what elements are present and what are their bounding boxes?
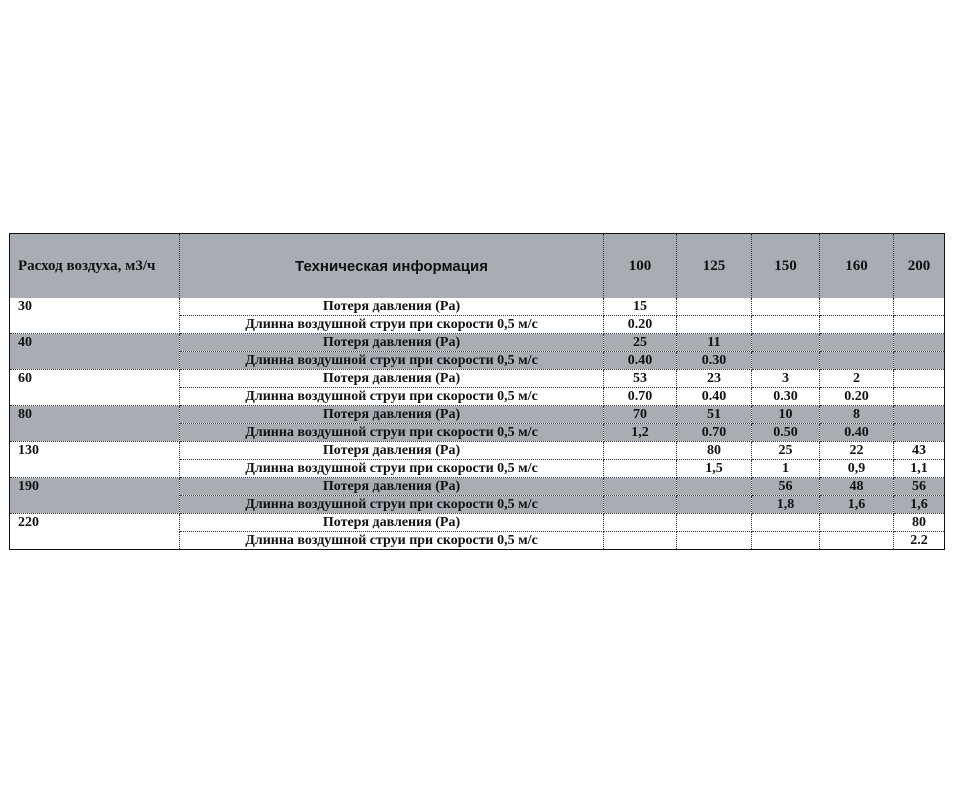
- header-flow: Расход воздуха, м3/ч: [10, 234, 180, 299]
- flow-value: 30: [10, 298, 180, 334]
- pressure-value: [820, 334, 894, 352]
- jet-value: [604, 532, 677, 550]
- jet-value: 0.20: [604, 316, 677, 334]
- pressure-value: 10: [752, 406, 820, 424]
- jet-value: 1: [752, 460, 820, 478]
- pressure-value: [604, 514, 677, 532]
- pressure-value: [894, 370, 945, 388]
- jet-value: 0.20: [820, 388, 894, 406]
- param-pressure: Потеря давления (Pa): [180, 514, 604, 532]
- jet-value: 1,5: [677, 460, 752, 478]
- param-jet: Длинна воздушной струи при скорости 0,5 м/с: [180, 316, 604, 334]
- pressure-value: 56: [894, 478, 945, 496]
- header-size: 125: [677, 234, 752, 299]
- jet-value: [752, 316, 820, 334]
- pressure-value: 15: [604, 298, 677, 316]
- param-jet: Длинна воздушной струи при скорости 0,5 м/с: [180, 532, 604, 550]
- pressure-value: 53: [604, 370, 677, 388]
- pressure-value: 22: [820, 442, 894, 460]
- pressure-value: 80: [677, 442, 752, 460]
- table-row: [10, 298, 945, 316]
- jet-value: 0.40: [820, 424, 894, 442]
- header-size: 200: [894, 234, 945, 299]
- jet-value: [820, 532, 894, 550]
- jet-value: 0.40: [677, 388, 752, 406]
- airflow-spec-table: [9, 233, 945, 550]
- table-row: [10, 514, 945, 532]
- jet-value: 2.2: [894, 532, 945, 550]
- jet-value: [604, 496, 677, 514]
- jet-value: [677, 532, 752, 550]
- jet-value: [604, 460, 677, 478]
- flow-value: 40: [10, 334, 180, 370]
- pressure-value: 56: [752, 478, 820, 496]
- param-jet: Длинна воздушной струи при скорости 0,5 м/с: [180, 352, 604, 370]
- param-pressure: Потеря давления (Pa): [180, 334, 604, 352]
- pressure-value: 25: [604, 334, 677, 352]
- param-jet: Длинна воздушной струи при скорости 0,5 м/с: [180, 424, 604, 442]
- pressure-value: 3: [752, 370, 820, 388]
- pressure-value: 43: [894, 442, 945, 460]
- table-row: [10, 478, 945, 496]
- table-row: [10, 442, 945, 460]
- pressure-value: [894, 298, 945, 316]
- param-pressure: Потеря давления (Pa): [180, 370, 604, 388]
- pressure-value: [752, 298, 820, 316]
- jet-value: 1,8: [752, 496, 820, 514]
- jet-value: [894, 388, 945, 406]
- header-size: 160: [820, 234, 894, 299]
- param-pressure: Потеря давления (Pa): [180, 298, 604, 316]
- header-size: 150: [752, 234, 820, 299]
- param-jet: Длинна воздушной струи при скорости 0,5 м/с: [180, 496, 604, 514]
- jet-value: 0.70: [604, 388, 677, 406]
- pressure-value: 8: [820, 406, 894, 424]
- pressure-value: 25: [752, 442, 820, 460]
- flow-value: 130: [10, 442, 180, 478]
- pressure-value: 70: [604, 406, 677, 424]
- jet-value: 1,1: [894, 460, 945, 478]
- jet-value: 0.30: [677, 352, 752, 370]
- pressure-value: 23: [677, 370, 752, 388]
- jet-value: [894, 424, 945, 442]
- jet-value: 0.30: [752, 388, 820, 406]
- jet-value: [677, 496, 752, 514]
- flow-value: 220: [10, 514, 180, 550]
- flow-value: 190: [10, 478, 180, 514]
- jet-value: [752, 532, 820, 550]
- jet-value: [820, 316, 894, 334]
- table-row: [10, 334, 945, 352]
- pressure-value: 11: [677, 334, 752, 352]
- table-row: [10, 406, 945, 424]
- jet-value: 0.50: [752, 424, 820, 442]
- pressure-value: [820, 298, 894, 316]
- jet-value: 0.70: [677, 424, 752, 442]
- jet-value: [894, 316, 945, 334]
- jet-value: 1,6: [820, 496, 894, 514]
- jet-value: [752, 352, 820, 370]
- pressure-value: [604, 478, 677, 496]
- pressure-value: [752, 514, 820, 532]
- flow-value: 80: [10, 406, 180, 442]
- spec-table-container: [9, 233, 944, 550]
- header-info: Техническая информация: [180, 234, 604, 299]
- jet-value: 0,9: [820, 460, 894, 478]
- pressure-value: 51: [677, 406, 752, 424]
- flow-value: 60: [10, 370, 180, 406]
- jet-value: 0.40: [604, 352, 677, 370]
- pressure-value: [677, 298, 752, 316]
- pressure-value: [604, 442, 677, 460]
- pressure-value: 80: [894, 514, 945, 532]
- pressure-value: [752, 334, 820, 352]
- param-pressure: Потеря давления (Pa): [180, 406, 604, 424]
- header-row: [10, 234, 945, 299]
- header-size: 100: [604, 234, 677, 299]
- param-jet: Длинна воздушной струи при скорости 0,5 м/с: [180, 460, 604, 478]
- jet-value: 1,2: [604, 424, 677, 442]
- param-jet: Длинна воздушной струи при скорости 0,5 м/с: [180, 388, 604, 406]
- pressure-value: 48: [820, 478, 894, 496]
- pressure-value: [820, 514, 894, 532]
- pressure-value: 2: [820, 370, 894, 388]
- jet-value: [894, 352, 945, 370]
- param-pressure: Потеря давления (Pa): [180, 442, 604, 460]
- jet-value: 1,6: [894, 496, 945, 514]
- pressure-value: [894, 334, 945, 352]
- pressure-value: [894, 406, 945, 424]
- pressure-value: [677, 514, 752, 532]
- jet-value: [820, 352, 894, 370]
- jet-value: [677, 316, 752, 334]
- table-row: [10, 370, 945, 388]
- pressure-value: [677, 478, 752, 496]
- param-pressure: Потеря давления (Pa): [180, 478, 604, 496]
